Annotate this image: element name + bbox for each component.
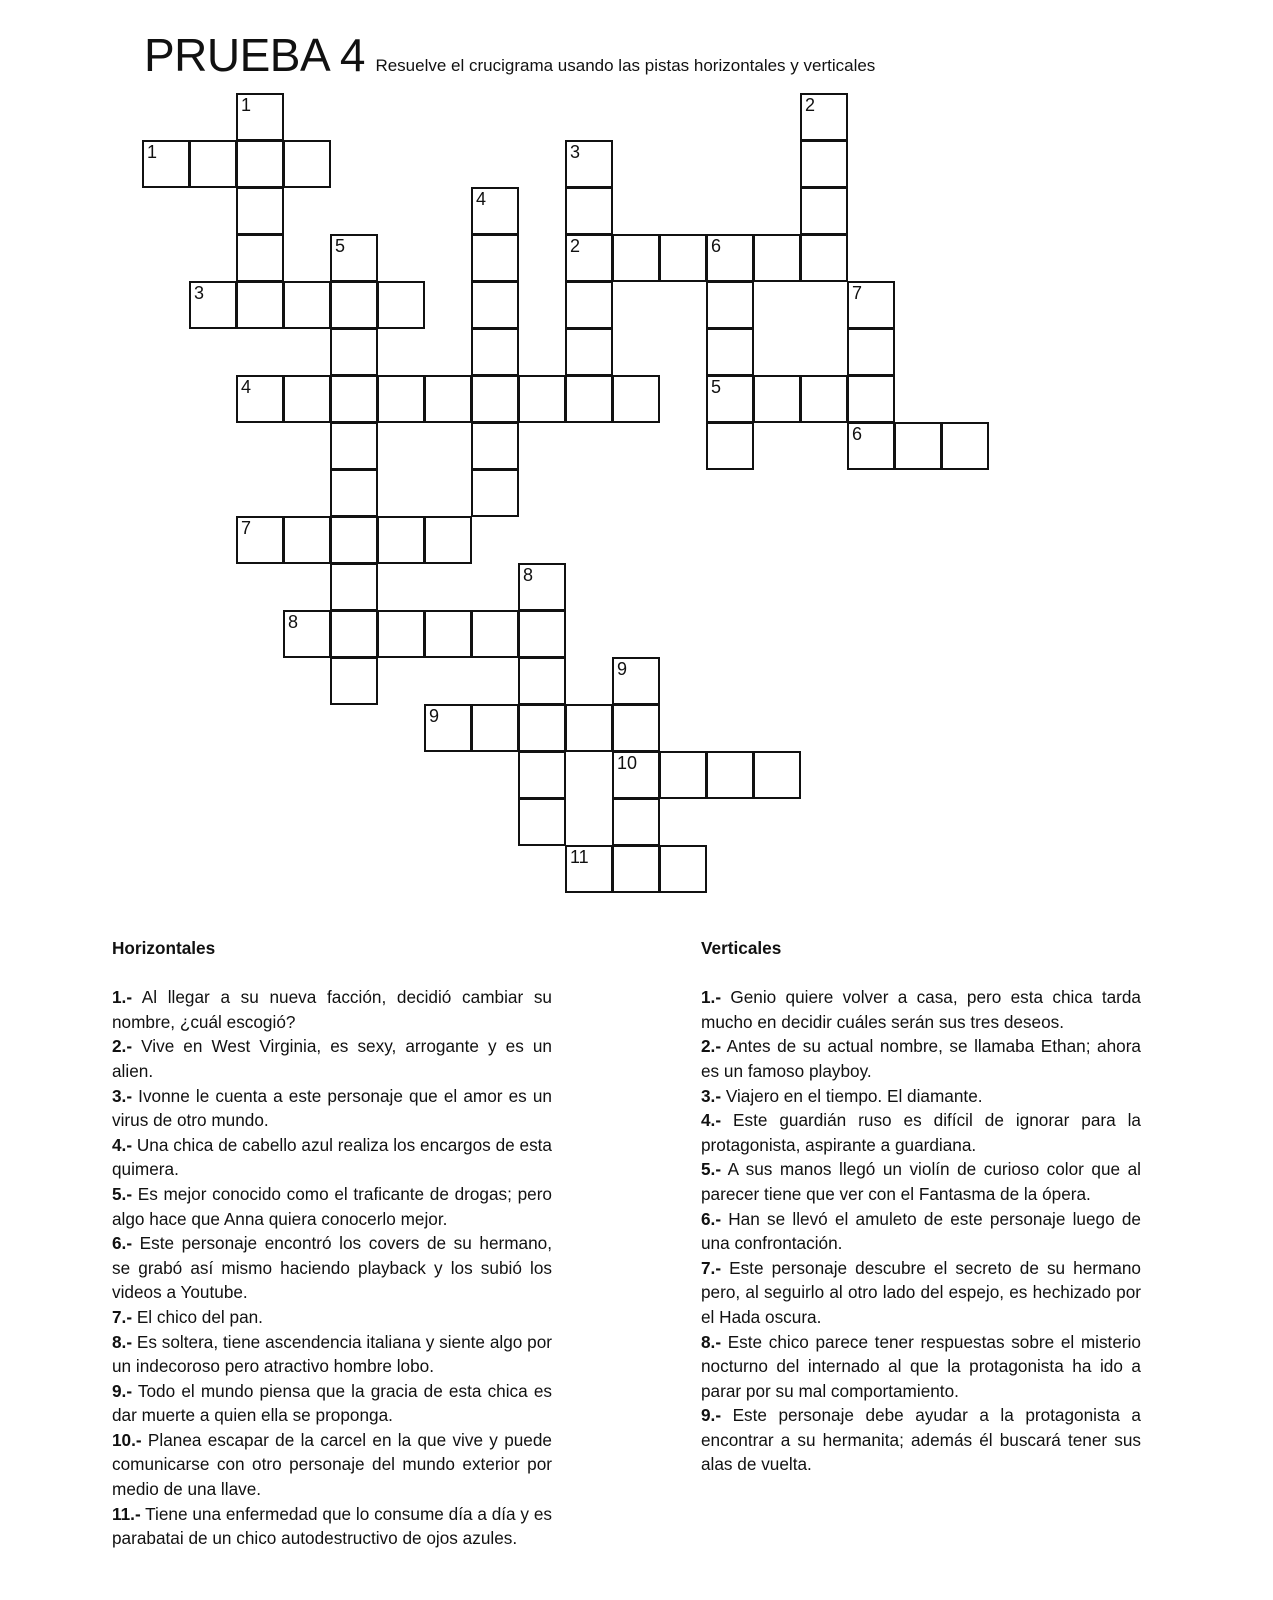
clue-number: 8.-: [701, 1331, 722, 1352]
clue-number-label: 5: [711, 377, 722, 397]
crossword-cell[interactable]: [518, 657, 566, 705]
vertical-clue: [701, 1330, 1141, 1404]
crossword-cell[interactable]: [518, 610, 566, 658]
clue-number: 11.-: [112, 1503, 141, 1524]
clue-number: 7.-: [701, 1257, 722, 1278]
clue-text: Han se llevó el amuleto de este personaje luego de una confrontación.: [701, 1208, 1141, 1254]
vertical-clue: [701, 1207, 1141, 1256]
crossword-cell[interactable]: [565, 328, 613, 376]
clue-number: 3.-: [112, 1085, 133, 1106]
clue-number-label: 7: [241, 518, 252, 538]
crossword-cell[interactable]: [612, 845, 660, 893]
crossword-cell[interactable]: [659, 845, 707, 893]
horizontal-clue: [112, 1133, 552, 1182]
clue-number: 3.-: [701, 1085, 722, 1106]
horizontal-clue: [112, 1231, 552, 1305]
crossword-cell[interactable]: [471, 469, 519, 517]
clue-number-label: 6: [711, 236, 722, 256]
clue-number-label: 4: [241, 377, 252, 397]
clue-text: Este personaje descubre el secreto de su hermano pero, al seguirlo al otro lado del espejo, es hechizado por el Hada oscura.: [701, 1257, 1141, 1327]
horizontal-clue: [112, 1084, 552, 1133]
vertical-clues: [701, 936, 1141, 1477]
crossword-cell[interactable]: [471, 328, 519, 376]
clue-number: 2.-: [112, 1036, 133, 1057]
crossword-cell[interactable]: [565, 704, 613, 752]
clue-text: Es mejor conocido como el traficante de drogas; pero algo hace que Anna quiera conocerlo mejor.: [112, 1183, 552, 1229]
vertical-clue: [701, 1157, 1141, 1206]
clue-number-label: 1: [147, 142, 158, 162]
crossword-cell[interactable]: [471, 281, 519, 329]
crossword-cell[interactable]: [753, 234, 801, 282]
crossword-cell[interactable]: [518, 375, 566, 423]
clue-text: Viajero en el tiempo. El diamante.: [721, 1085, 983, 1106]
clue-text: Tiene una enfermedad que lo consume día a día y es parabatai de un chico autodestructivo de ojos azules.: [112, 1503, 552, 1549]
crossword-cell[interactable]: [612, 375, 660, 423]
crossword-cell[interactable]: [612, 798, 660, 846]
crossword-cell[interactable]: [236, 140, 284, 188]
crossword-cell[interactable]: [236, 281, 284, 329]
crossword-cell[interactable]: [800, 140, 848, 188]
clue-text: Planea escapar de la carcel en la que vive y puede comunicarse con otro personaje del mundo exterior por medio de una llave.: [112, 1429, 552, 1500]
crossword-cell[interactable]: [471, 610, 519, 658]
crossword-cell[interactable]: [471, 704, 519, 752]
clue-number-label: 10: [617, 753, 638, 773]
clue-number-label: 8: [523, 565, 534, 585]
crossword-cell[interactable]: [330, 610, 378, 658]
crossword-cell[interactable]: [847, 328, 895, 376]
crossword-cell[interactable]: [424, 375, 472, 423]
clue-text: Vive en West Virginia, es sexy, arrogante y es un alien.: [112, 1036, 552, 1081]
clue-number-label: 3: [570, 142, 581, 162]
horizontal-clue: [112, 1379, 552, 1428]
vertical-clue: [701, 1256, 1141, 1330]
crossword-cell[interactable]: [424, 516, 472, 564]
clue-number: 9.-: [112, 1380, 133, 1401]
crossword-cell[interactable]: [471, 375, 519, 423]
clue-number: 4.-: [701, 1110, 722, 1131]
clue-number-label: 1: [241, 95, 252, 115]
crossword-cell[interactable]: [330, 422, 378, 470]
crossword-cell[interactable]: [518, 704, 566, 752]
crossword-cell[interactable]: [706, 422, 754, 470]
crossword-cell[interactable]: [330, 328, 378, 376]
clue-text: Todo el mundo piensa que la gracia de esta chica es dar muerte a quien ella se proponga.: [112, 1380, 552, 1426]
horizontal-heading: Horizontales: [112, 938, 216, 958]
crossword-cell[interactable]: [659, 234, 707, 282]
clue-number: 10.-: [112, 1429, 142, 1450]
crossword-cell[interactable]: [800, 187, 848, 235]
horizontal-clue: [112, 1182, 552, 1231]
crossword-cell[interactable]: [377, 281, 425, 329]
crossword-cell[interactable]: [565, 187, 613, 235]
clue-text: Este personaje debe ayudar a la protagonista a encontrar a su hermanita; además él buscará tener sus alas de vuelta.: [701, 1405, 1141, 1475]
clue-number-label: 8: [288, 612, 299, 632]
clue-text: Genio quiere volver a casa, pero esta chica tarda mucho en decidir cuáles serán sus tres deseos.: [701, 987, 1141, 1032]
crossword-cell[interactable]: [283, 140, 331, 188]
crossword-cell[interactable]: [706, 751, 754, 799]
crossword-cell[interactable]: [471, 422, 519, 470]
crossword-cell[interactable]: [471, 234, 519, 282]
crossword-cell[interactable]: [565, 375, 613, 423]
crossword-cell[interactable]: [518, 751, 566, 799]
title-instructions: Resuelve el crucigrama usando las pistas horizontales y verticales: [375, 56, 876, 75]
clue-text: Es soltera, tiene ascendencia italiana y siente algo por un indecoroso pero atractivo hombre lobo.: [112, 1331, 552, 1377]
crossword-cell[interactable]: [236, 234, 284, 282]
clue-text: Este guardián ruso es difícil de ignorar para la protagonista, aspirante a guardiana.: [701, 1110, 1141, 1155]
clue-number: 2.-: [701, 1036, 722, 1057]
clue-number: 9.-: [701, 1405, 722, 1426]
clue-text: Ivonne le cuenta a este personaje que el amor es un virus de otro mundo.: [112, 1085, 552, 1131]
horizontal-clue: [112, 1034, 552, 1083]
clue-number-label: 5: [335, 236, 346, 256]
crossword-cell[interactable]: [377, 375, 425, 423]
clue-number: 1.-: [112, 987, 133, 1008]
crossword-cell[interactable]: [941, 422, 989, 470]
horizontal-clue: [112, 1330, 552, 1379]
crossword-cell[interactable]: [330, 375, 378, 423]
vertical-clue: [701, 985, 1141, 1034]
clue-text: Antes de su actual nombre, se llamaba Ethan; ahora es un famoso playboy.: [701, 1036, 1141, 1081]
clue-number-label: 4: [476, 189, 487, 209]
crossword-cell[interactable]: [565, 281, 613, 329]
crossword-cell[interactable]: [424, 610, 472, 658]
clue-text: Una chica de cabello azul realiza los encargos de esta quimera.: [112, 1134, 552, 1180]
title-main: PRUEBA 4: [144, 29, 365, 81]
clue-text: Este chico parece tener respuestas sobre el misterio nocturno del internado al que la protagonista ha ido a parar por su mal comportamiento.: [701, 1331, 1141, 1401]
clue-text: Al llegar a su nueva facción, decidió cambiar su nombre, ¿cuál escogió?: [112, 987, 552, 1032]
horizontal-clue: [112, 1305, 552, 1330]
horizontal-clue: [112, 1502, 552, 1551]
crossword-cell[interactable]: [189, 140, 237, 188]
crossword-cell[interactable]: [283, 281, 331, 329]
clue-number-label: 3: [194, 283, 205, 303]
clue-number: 1.-: [701, 987, 722, 1008]
crossword-cell[interactable]: [847, 375, 895, 423]
clue-number-label: 9: [429, 706, 440, 726]
clue-number-label: 7: [852, 283, 863, 303]
clue-number-label: 9: [617, 659, 628, 679]
crossword-cell[interactable]: [330, 516, 378, 564]
crossword-cell[interactable]: [283, 375, 331, 423]
clue-number-label: 6: [852, 424, 863, 444]
crossword-cell[interactable]: [659, 751, 707, 799]
crossword-cell[interactable]: [330, 657, 378, 705]
crossword-cell[interactable]: [330, 281, 378, 329]
crossword-cell[interactable]: [330, 469, 378, 517]
clue-number: 6.-: [112, 1233, 133, 1254]
crossword-cell[interactable]: [377, 516, 425, 564]
clue-number: 5.-: [701, 1159, 722, 1180]
crossword-cell[interactable]: [800, 234, 848, 282]
clue-number: 6.-: [701, 1208, 722, 1229]
clue-number: 7.-: [112, 1306, 133, 1327]
crossword-cell[interactable]: [283, 516, 331, 564]
clue-text: El chico del pan.: [132, 1306, 263, 1327]
crossword-cell[interactable]: [330, 563, 378, 611]
crossword-cell[interactable]: [753, 375, 801, 423]
clue-number-label: 2: [570, 236, 581, 256]
horizontal-clues: [112, 936, 552, 1551]
horizontal-clue: [112, 985, 552, 1034]
clue-number: 5.-: [112, 1183, 133, 1204]
clue-text: Este personaje encontró los covers de su hermano, se grabó así mismo haciendo playback y los subió los videos a Youtube.: [112, 1233, 552, 1303]
crossword-cell[interactable]: [377, 610, 425, 658]
horizontal-clue: [112, 1428, 552, 1502]
crossword-cell[interactable]: [612, 234, 660, 282]
clue-number: 4.-: [112, 1134, 133, 1155]
vertical-heading: Verticales: [701, 938, 782, 958]
clue-number: 8.-: [112, 1331, 133, 1352]
crossword-cell[interactable]: [518, 798, 566, 846]
clue-number-label: 2: [805, 95, 816, 115]
vertical-clue: [701, 1034, 1141, 1083]
vertical-clue: [701, 1108, 1141, 1157]
crossword-cell[interactable]: [706, 328, 754, 376]
crossword-cell[interactable]: [706, 281, 754, 329]
vertical-clue: [701, 1403, 1141, 1477]
crossword-cell[interactable]: [800, 375, 848, 423]
crossword-cell[interactable]: [753, 751, 801, 799]
vertical-clue: [701, 1084, 1141, 1109]
crossword-cell[interactable]: [612, 704, 660, 752]
crossword-cell[interactable]: [236, 187, 284, 235]
crossword-cell[interactable]: [894, 422, 942, 470]
clue-number-label: 11: [570, 847, 589, 867]
clue-text: A sus manos llegó un violín de curioso color que al parecer tiene que ver con el Fantasma de la ópera.: [701, 1159, 1141, 1204]
